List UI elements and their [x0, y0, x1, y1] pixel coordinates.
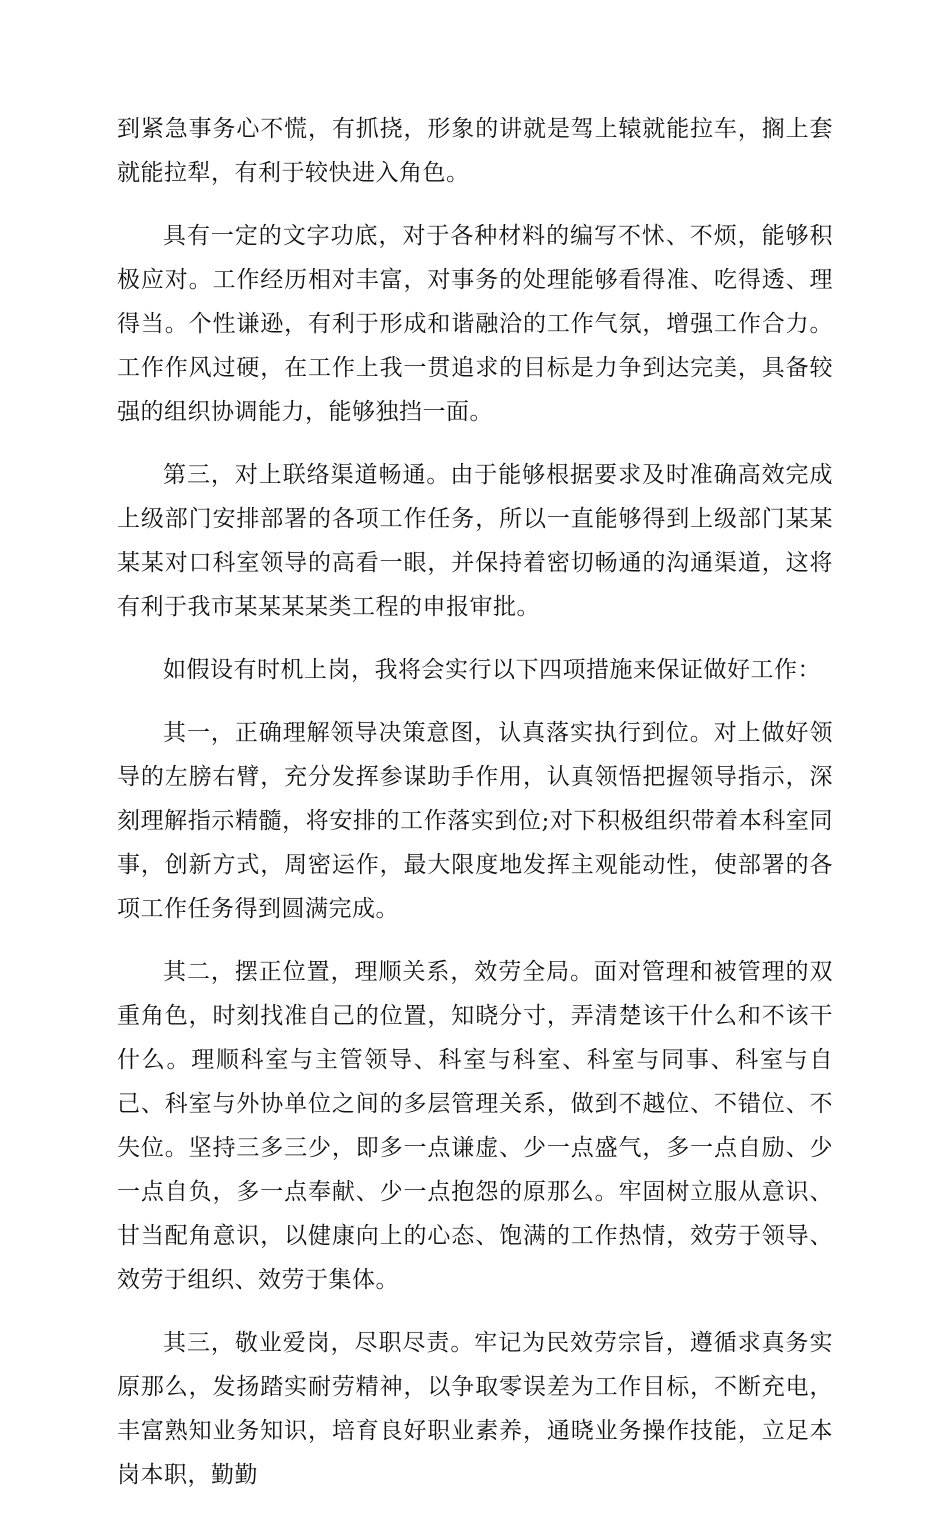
- paragraph-6: 其二，摆正位置，理顺关系，效劳全局。面对管理和被管理的双重角色，时刻找准自己的位置，知晓分寸，弄清楚该干什么和不该干什么。理顺科室与主管领导、科室与科室、科室与同事、科室与自己、科室与外协单位之间的多层管理关系，做到不越位、不错位、不失位。坚持三多三少，即多一点谦虚、少一点盛气，多一点自励、少一点自负，多一点奉献、少一点抱怨的原那么。牢固树立服从意识、甘当配角意识，以健康向上的心态、饱满的工作热情，效劳于领导、效劳于组织、效劳于集体。: [117, 959, 833, 1293]
- document-body: [117, 107, 833, 1516]
- paragraph-7: 其三，敬业爱岗，尽职尽责。牢记为民效劳宗旨，遵循求真务实原那么，发扬踏实耐劳精神，以争取零误差为工作目标，不断充电，丰富熟知业务知识，培育良好职业素养，通晓业务操作技能，立足本岗本职，勤勤: [117, 1330, 833, 1488]
- paragraph-2: 具有一定的文字功底，对于各种材料的编写不怵、不烦，能够积极应对。工作经历相对丰富，对事务的处理能够看得准、吃得透、理得当。个性谦逊，有利于形成和谐融洽的工作气氛，增强工作合力。工作作风过硬，在工作上我一贯追求的目标是力争到达完美，具备较强的组织协调能力，能够独挡一面。: [117, 223, 833, 425]
- paragraph-4: 如假设有时机上岗，我将会实行以下四项措施来保证做好工作：: [163, 657, 821, 683]
- paragraph-1: 到紧急事务心不慌，有抓挠，形象的讲就是驾上辕就能拉车，搁上套就能拉犁，有利于较快进入角色。: [117, 116, 833, 186]
- paragraph-3: 第三，对上联络渠道畅通。由于能够根据要求及时准确高效完成上级部门安排部署的各项工作任务，所以一直能够得到上级部门某某某某对口科室领导的高看一眼，并保持着密切畅通的沟通渠道，这将有利于我市某某某某类工程的申报审批。: [117, 462, 833, 620]
- paragraph-5: 其一，正确理解领导决策意图，认真落实执行到位。对上做好领导的左膀右臂，充分发挥参谋助手作用，认真领悟把握领导指示，深刻理解指示精髓，将安排的工作落实到位;对下积极组织带着本科室同事，创新方式，周密运作，最大限度地发挥主观能动性，使部署的各项工作任务得到圆满完成。: [117, 720, 833, 922]
